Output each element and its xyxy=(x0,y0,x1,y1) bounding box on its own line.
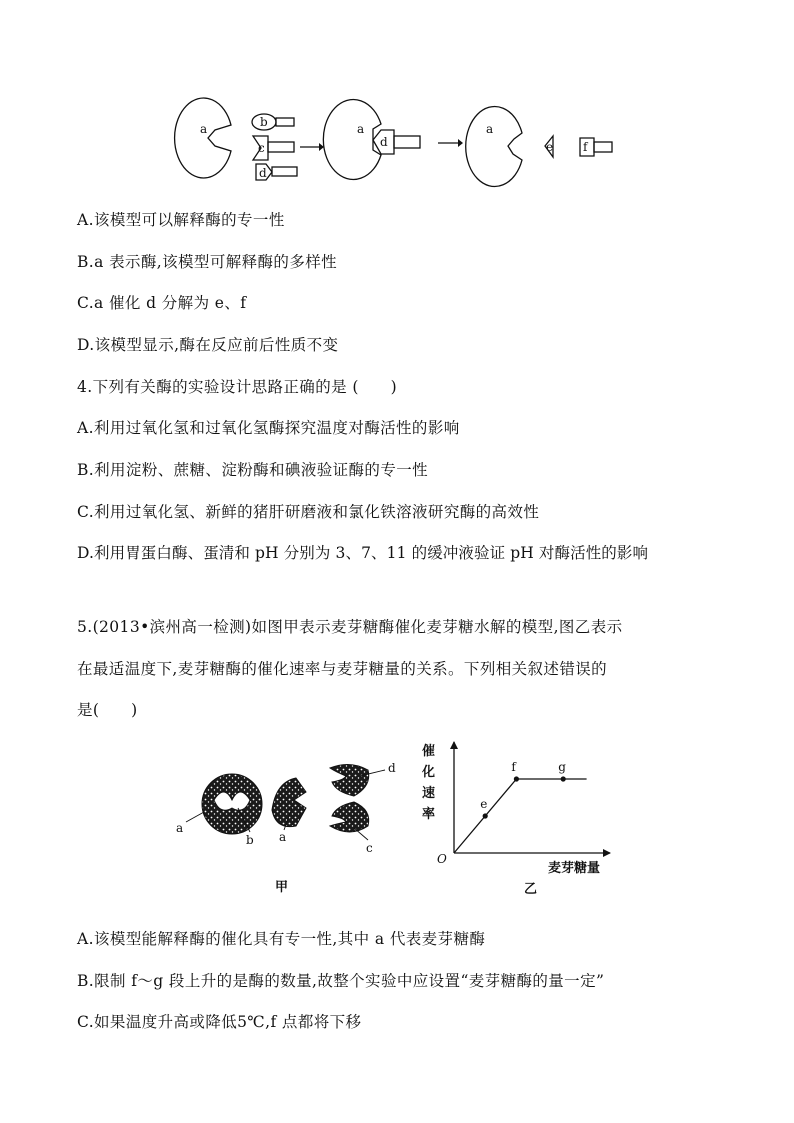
y-axis-label-char-1: 化 xyxy=(422,765,436,780)
q5-stem-line-1: 5.(2013•滨州高一检测)如图甲表示麦芽糖酶催化麦芽糖水解的模型,图乙表示 xyxy=(77,618,623,636)
product-c-shape xyxy=(330,802,369,832)
q5-option-c: C.如果温度升高或降低5℃,f 点都将下移 xyxy=(77,1013,362,1031)
q3-option-d: D.该模型显示,酶在反应前后性质不变 xyxy=(77,336,339,354)
jia-label-b: b xyxy=(246,833,254,847)
point-label-g: g xyxy=(558,760,566,774)
figure-jia xyxy=(176,761,396,895)
q4-option-d: D.利用胃蛋白酶、蛋清和 pH 分别为 3、7、11 的缓冲液验证 pH 对酶活性的影响 xyxy=(77,544,649,562)
x-axis-label: 麦芽糖量 xyxy=(548,861,601,876)
data-point-e xyxy=(483,813,488,818)
point-label-e: e xyxy=(480,797,488,811)
jia-label-c: c xyxy=(366,841,373,855)
q5-stem-line-2: 在最适温度下,麦芽糖酶的催化速率与麦芽糖量的关系。下列相关叙述错误的 xyxy=(77,660,608,678)
series-line xyxy=(454,779,587,853)
label-a-2: a xyxy=(357,122,365,136)
data-point-f xyxy=(514,776,519,781)
q5-stem-line-3: 是( ) xyxy=(77,701,138,719)
data-point-g xyxy=(561,776,566,781)
y-axis-label-char-3: 率 xyxy=(422,807,436,822)
chart-yi-caption: 乙 xyxy=(524,882,538,897)
y-axis-label-char-2: 速 xyxy=(422,786,436,801)
jia-label-d: d xyxy=(388,761,396,775)
label-f: f xyxy=(583,140,588,154)
jia-label-a-1: a xyxy=(176,821,184,835)
q4-option-b: B.利用淀粉、蔗糖、淀粉酶和碘液验证酶的专一性 xyxy=(77,461,429,479)
q5-option-a: A.该模型能解释酶的催化具有专一性,其中 a 代表麦芽糖酶 xyxy=(77,930,486,948)
label-d-2: d xyxy=(380,135,388,149)
y-axis-arrow xyxy=(450,741,458,749)
x-axis-arrow xyxy=(603,849,611,857)
label-d-1: d xyxy=(259,166,267,180)
q3-option-c: C.a 催化 d 分解为 e、f xyxy=(77,294,247,312)
q4-option-c: C.利用过氧化氢、新鲜的猪肝研磨液和氯化铁溶液研究酶的高效性 xyxy=(77,503,540,521)
q4-stem: 4.下列有关酶的实验设计思路正确的是 ( ) xyxy=(77,378,398,396)
jia-label-a-2: a xyxy=(279,830,287,844)
y-axis-label-char-0: 催 xyxy=(422,744,436,759)
chart-yi xyxy=(421,741,611,897)
point-label-f: f xyxy=(511,760,516,774)
label-a-1: a xyxy=(200,122,208,136)
q4-option-a: A.利用过氧化氢和过氧化氢酶探究温度对酶活性的影响 xyxy=(77,419,460,437)
label-b: b xyxy=(260,115,268,129)
enzyme-a-split-shape xyxy=(272,778,306,827)
q3-option-b: B.a 表示酶,该模型可解释酶的多样性 xyxy=(77,253,338,271)
origin-label: O xyxy=(437,852,447,866)
product-d-shape xyxy=(330,764,369,796)
label-a-3: a xyxy=(486,122,494,136)
q5-option-b: B.限制 f～g 段上升的是酶的数量,故整个实验中应设置“麦芽糖酶的量一定” xyxy=(77,972,605,990)
q3-option-a: A.该模型可以解释酶的专一性 xyxy=(77,211,285,229)
label-c: c xyxy=(258,141,265,155)
figure-jia-caption: 甲 xyxy=(275,880,289,895)
label-e: e xyxy=(546,140,554,154)
